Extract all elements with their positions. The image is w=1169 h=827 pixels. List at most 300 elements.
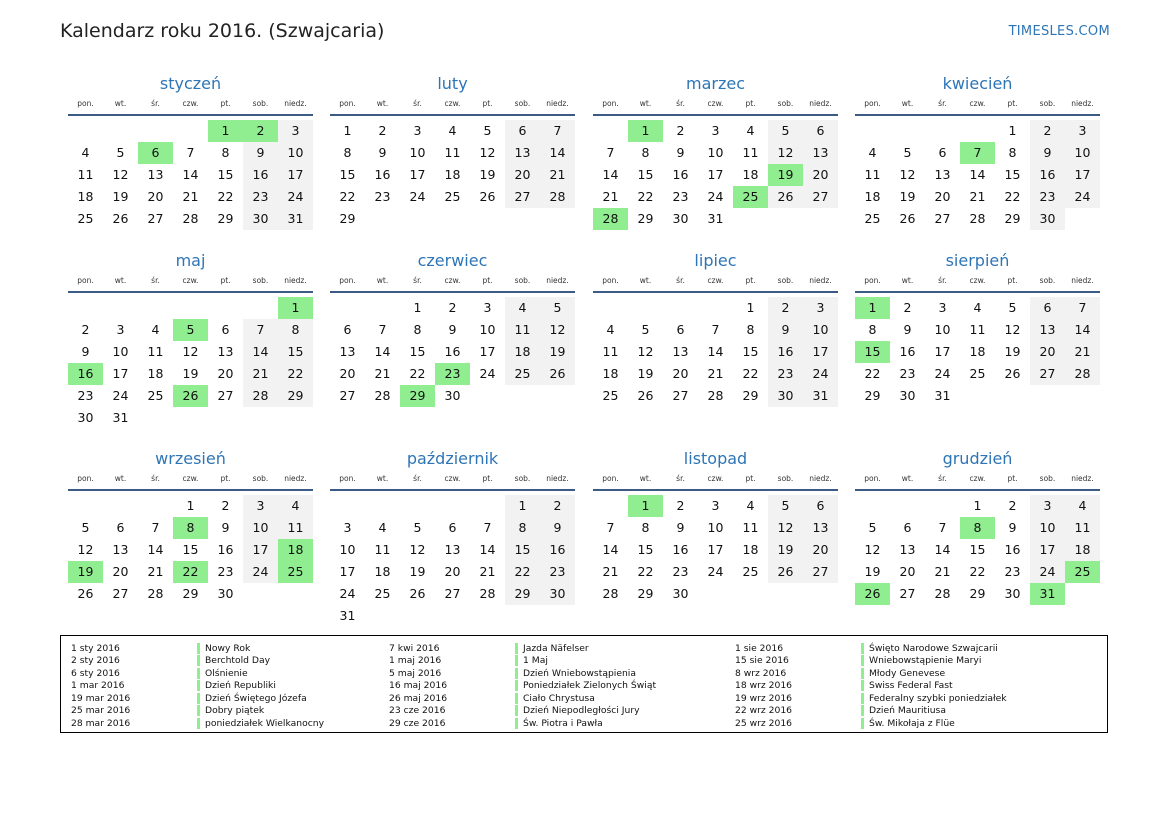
day-cell: 15: [217, 167, 234, 182]
day-cell: 23: [77, 388, 94, 403]
weekday-label: sob.: [514, 474, 531, 483]
day-cell: 18: [1065, 539, 1100, 561]
holiday-day-cell: 2: [243, 120, 278, 142]
holiday-day-cell: 19: [768, 164, 803, 186]
day-cell: 18: [602, 366, 619, 381]
weekday-label: śr.: [151, 99, 160, 108]
day-cell: 24: [707, 189, 724, 204]
day-cell: 19: [1004, 344, 1021, 359]
day-cell: 23: [217, 564, 234, 579]
day-cell: 19: [182, 366, 199, 381]
day-cell: 17: [112, 366, 129, 381]
holiday-row: [71, 642, 324, 655]
weekday-label: czw.: [444, 276, 461, 285]
day-cell: 11: [374, 542, 391, 557]
weekday-label: śr.: [413, 99, 422, 108]
weekday-label: czw.: [444, 99, 461, 108]
weekday-label: wt.: [901, 276, 914, 285]
day-cell: 15: [637, 542, 654, 557]
day-cell: 21: [540, 164, 575, 186]
holiday-name: Swiss Federal Fast: [869, 680, 953, 692]
day-cell: 20: [505, 164, 540, 186]
day-cell: 27: [112, 586, 129, 601]
holiday-marker: [861, 705, 864, 716]
holiday-name: 1 Maj: [523, 655, 548, 667]
day-cell: 13: [899, 542, 916, 557]
weekday-label: śr.: [151, 474, 160, 483]
holiday-day-cell: 1: [628, 495, 663, 517]
day-cell: 4: [378, 520, 387, 535]
day-cell: 19: [479, 167, 496, 182]
day-cell: 19: [540, 341, 575, 363]
day-cell: 19: [409, 564, 426, 579]
day-cell: 17: [1065, 164, 1100, 186]
weekday-header: [855, 98, 1100, 116]
weekday-label: wt.: [376, 474, 389, 483]
day-cell: 21: [1065, 341, 1100, 363]
day-cell: 24: [409, 189, 426, 204]
day-cell: 17: [803, 341, 838, 363]
weekday-label: sob.: [514, 99, 531, 108]
weekday-label: niedz.: [284, 276, 307, 285]
holiday-date: 23 cze 2016: [389, 705, 446, 717]
day-cell: 15: [278, 341, 313, 363]
day-cell: 26: [1004, 366, 1021, 381]
day-cell: 26: [409, 586, 426, 601]
holiday-date: 5 maj 2016: [389, 667, 442, 679]
day-cell: 29: [637, 211, 654, 226]
day-cell: 24: [112, 388, 129, 403]
day-cell: 2: [1030, 120, 1065, 142]
day-cell: 10: [1030, 517, 1065, 539]
month-name: styczeń: [159, 74, 222, 93]
weekday-label: śr.: [676, 276, 685, 285]
weekday-label: niedz.: [809, 474, 832, 483]
weekday-label: sob.: [1039, 99, 1056, 108]
holiday-marker: [861, 655, 864, 666]
month-name: luty: [437, 74, 468, 93]
holiday-day-cell: 1: [628, 120, 663, 142]
weekday-label: wt.: [639, 276, 652, 285]
weekday-label: sob.: [777, 474, 794, 483]
day-cell: 13: [147, 167, 164, 182]
day-cell: 14: [602, 542, 619, 557]
month-10: [330, 448, 575, 627]
day-cell: 28: [707, 388, 724, 403]
holiday-column-1: [71, 642, 324, 730]
holiday-row: [71, 667, 324, 680]
holiday-marker: [197, 705, 200, 716]
holiday-name: Nowy Rok: [205, 642, 251, 654]
day-cell: 14: [147, 542, 164, 557]
day-cell: 18: [742, 167, 759, 182]
weekday-header: [330, 473, 575, 491]
day-cell: 16: [672, 542, 689, 557]
day-cell: 7: [483, 520, 492, 535]
day-cell: 3: [711, 498, 720, 513]
day-cell: 10: [409, 145, 426, 160]
holiday-name: Berchtold Day: [205, 655, 271, 667]
day-cell: 30: [1030, 208, 1065, 230]
weekday-label: pon.: [602, 276, 619, 285]
holiday-day-cell: 31: [1030, 583, 1065, 605]
day-grid: [68, 495, 313, 605]
day-cell: 9: [221, 520, 230, 535]
weekday-header: [855, 473, 1100, 491]
holiday-marker: [515, 693, 518, 704]
day-cell: 11: [278, 517, 313, 539]
day-cell: 30: [1004, 586, 1021, 601]
day-cell: 22: [864, 366, 881, 381]
holiday-date: 28 mar 2016: [71, 717, 131, 729]
empty-cell: [243, 297, 278, 319]
holiday-name: Święto Narodowe Szwajcarii: [869, 642, 998, 654]
day-cell: 15: [742, 344, 759, 359]
day-cell: 21: [374, 366, 391, 381]
empty-cell: [593, 297, 628, 319]
month-name: lipiec: [694, 251, 737, 270]
weekday-label: wt.: [114, 99, 127, 108]
holiday-day-cell: 18: [278, 539, 313, 561]
month-name: czerwiec: [417, 251, 488, 270]
month-2: [330, 73, 575, 230]
day-cell: 20: [112, 564, 129, 579]
day-cell: 20: [147, 189, 164, 204]
day-cell: 10: [112, 344, 129, 359]
day-cell: 17: [479, 344, 496, 359]
weekday-label: czw.: [182, 474, 199, 483]
holiday-row: [389, 692, 656, 705]
day-cell: 13: [505, 142, 540, 164]
day-cell: 11: [864, 167, 881, 182]
day-cell: 24: [707, 564, 724, 579]
day-cell: 8: [641, 145, 650, 160]
day-cell: 8: [1008, 145, 1017, 160]
day-cell: 23: [672, 189, 689, 204]
day-cell: 27: [147, 211, 164, 226]
weekday-label: śr.: [676, 99, 685, 108]
day-cell: 13: [444, 542, 461, 557]
holiday-date: 26 maj 2016: [389, 692, 448, 704]
day-cell: 13: [217, 344, 234, 359]
holiday-row: [71, 680, 324, 693]
day-cell: 13: [803, 142, 838, 164]
day-cell: 14: [602, 167, 619, 182]
month-12: [855, 448, 1100, 605]
day-cell: 12: [182, 344, 199, 359]
day-cell: 12: [768, 517, 803, 539]
day-cell: 24: [803, 363, 838, 385]
empty-cell: [663, 297, 698, 319]
day-cell: 18: [742, 542, 759, 557]
holiday-name: Św. Mikołaja z Flüe: [869, 717, 955, 729]
day-cell: 1: [413, 300, 422, 315]
day-cell: 23: [1004, 564, 1021, 579]
day-cell: 15: [182, 542, 199, 557]
day-cell: 17: [243, 539, 278, 561]
day-cell: 14: [707, 344, 724, 359]
empty-cell: [593, 120, 628, 142]
empty-cell: [103, 120, 138, 142]
day-cell: 7: [186, 145, 195, 160]
day-cell: 21: [934, 564, 951, 579]
weekday-label: pon.: [77, 474, 94, 483]
day-cell: 2: [81, 322, 90, 337]
day-cell: 13: [339, 344, 356, 359]
weekday-label: pt.: [1007, 276, 1018, 285]
day-cell: 23: [899, 366, 916, 381]
day-cell: 10: [707, 520, 724, 535]
weekday-label: czw.: [444, 474, 461, 483]
weekday-label: niedz.: [1071, 276, 1094, 285]
day-cell: 30: [444, 388, 461, 403]
empty-cell: [208, 297, 243, 319]
day-cell: 15: [505, 539, 540, 561]
day-cell: 27: [672, 388, 689, 403]
day-cell: 5: [540, 297, 575, 319]
day-cell: 29: [278, 385, 313, 407]
day-cell: 8: [413, 322, 422, 337]
day-cell: 6: [505, 120, 540, 142]
weekday-label: czw.: [182, 276, 199, 285]
day-cell: 26: [77, 586, 94, 601]
day-cell: 24: [339, 586, 356, 601]
weekday-label: niedz.: [546, 474, 569, 483]
day-cell: 20: [803, 539, 838, 561]
day-cell: 4: [746, 498, 755, 513]
weekday-label: niedz.: [1071, 99, 1094, 108]
day-grid: [593, 495, 838, 605]
day-cell: 12: [112, 167, 129, 182]
day-cell: 3: [938, 300, 947, 315]
day-cell: 2: [540, 495, 575, 517]
brand-link[interactable]: TIMESLES.COM: [1008, 24, 1110, 39]
day-grid: [593, 297, 838, 407]
day-cell: 21: [147, 564, 164, 579]
holiday-marker: [515, 655, 518, 666]
day-cell: 3: [116, 322, 125, 337]
empty-cell: [330, 495, 365, 517]
day-cell: 20: [803, 164, 838, 186]
day-cell: 21: [243, 363, 278, 385]
day-cell: 17: [1030, 539, 1065, 561]
day-cell: 6: [803, 120, 838, 142]
day-cell: 2: [221, 498, 230, 513]
day-cell: 30: [899, 388, 916, 403]
month-name: grudzień: [942, 449, 1013, 468]
day-cell: 23: [1030, 186, 1065, 208]
weekday-label: śr.: [938, 276, 947, 285]
weekday-label: sob.: [252, 99, 269, 108]
holiday-day-cell: 26: [173, 385, 208, 407]
day-cell: 6: [221, 322, 230, 337]
weekday-label: czw.: [969, 99, 986, 108]
holiday-row: [71, 655, 324, 668]
month-name: październik: [406, 449, 499, 468]
weekday-label: pon.: [864, 276, 881, 285]
empty-cell: [365, 297, 400, 319]
day-cell: 22: [278, 363, 313, 385]
month-name: sierpień: [945, 251, 1010, 270]
weekday-label: śr.: [413, 276, 422, 285]
empty-cell: [925, 120, 960, 142]
day-cell: 17: [409, 167, 426, 182]
weekday-label: pon.: [602, 99, 619, 108]
weekday-label: czw.: [707, 99, 724, 108]
day-grid: [855, 120, 1100, 230]
holiday-row: [389, 642, 656, 655]
day-cell: 18: [969, 344, 986, 359]
holiday-name: Dobry piątek: [205, 705, 265, 717]
day-cell: 25: [969, 366, 986, 381]
day-cell: 21: [969, 189, 986, 204]
holiday-date: 8 wrz 2016: [735, 667, 787, 679]
day-cell: 7: [151, 520, 160, 535]
day-cell: 13: [1030, 319, 1065, 341]
day-cell: 22: [742, 366, 759, 381]
day-cell: 7: [606, 520, 615, 535]
day-cell: 27: [803, 561, 838, 583]
empty-cell: [470, 495, 505, 517]
holiday-marker: [197, 655, 200, 666]
holiday-name: Św. Piotra i Pawła: [523, 717, 603, 729]
day-cell: 28: [243, 385, 278, 407]
holiday-name: Olśnienie: [205, 667, 248, 679]
weekday-label: pon.: [77, 276, 94, 285]
empty-cell: [103, 495, 138, 517]
day-cell: 6: [903, 520, 912, 535]
day-cell: 27: [934, 211, 951, 226]
day-cell: 24: [1065, 186, 1100, 208]
empty-cell: [593, 495, 628, 517]
day-grid: [855, 297, 1100, 407]
day-cell: 29: [217, 211, 234, 226]
day-cell: 20: [672, 366, 689, 381]
weekday-label: pt.: [745, 474, 756, 483]
day-cell: 9: [243, 142, 278, 164]
day-cell: 22: [217, 189, 234, 204]
holiday-row: [389, 680, 656, 693]
day-cell: 19: [112, 189, 129, 204]
empty-cell: [925, 495, 960, 517]
day-cell: 12: [899, 167, 916, 182]
day-cell: 30: [243, 208, 278, 230]
weekday-label: sob.: [252, 474, 269, 483]
holiday-date: 1 mar 2016: [71, 680, 125, 692]
day-cell: 12: [637, 344, 654, 359]
weekday-header: [593, 98, 838, 116]
day-cell: 29: [182, 586, 199, 601]
holiday-date: 1 sie 2016: [735, 642, 784, 654]
weekday-label: czw.: [707, 276, 724, 285]
day-cell: 23: [540, 561, 575, 583]
holiday-day-cell: 19: [68, 561, 103, 583]
day-cell: 4: [868, 145, 877, 160]
empty-cell: [855, 120, 890, 142]
day-cell: 18: [505, 341, 540, 363]
day-cell: 29: [969, 586, 986, 601]
weekday-label: pt.: [482, 99, 493, 108]
day-cell: 1: [1008, 123, 1017, 138]
day-cell: 26: [112, 211, 129, 226]
day-cell: 18: [374, 564, 391, 579]
day-cell: 18: [147, 366, 164, 381]
month-name: wrzesień: [155, 449, 226, 468]
weekday-label: pon.: [602, 474, 619, 483]
day-cell: 18: [864, 189, 881, 204]
weekday-label: pon.: [77, 99, 94, 108]
day-cell: 5: [81, 520, 90, 535]
holiday-day-cell: 7: [960, 142, 995, 164]
holiday-row: [735, 705, 1007, 718]
holiday-marker: [197, 668, 200, 679]
weekday-header: [593, 473, 838, 491]
day-cell: 27: [899, 586, 916, 601]
holiday-name: Federalny szybki poniedziałek: [869, 692, 1007, 704]
day-cell: 28: [602, 586, 619, 601]
empty-cell: [138, 297, 173, 319]
holiday-date: 18 wrz 2016: [735, 680, 793, 692]
holiday-row: [71, 717, 324, 730]
day-cell: 25: [505, 363, 540, 385]
day-cell: 21: [602, 189, 619, 204]
day-cell: 30: [540, 583, 575, 605]
day-cell: 2: [378, 123, 387, 138]
day-cell: 29: [505, 583, 540, 605]
day-cell: 22: [637, 564, 654, 579]
day-cell: 24: [278, 186, 313, 208]
day-cell: 11: [1065, 517, 1100, 539]
day-cell: 12: [479, 145, 496, 160]
day-cell: 1: [973, 498, 982, 513]
holiday-day-cell: 1: [278, 297, 313, 319]
empty-cell: [960, 120, 995, 142]
day-cell: 6: [803, 495, 838, 517]
day-cell: 11: [505, 319, 540, 341]
weekday-label: pt.: [482, 474, 493, 483]
weekday-label: pon.: [864, 474, 881, 483]
day-cell: 25: [147, 388, 164, 403]
day-cell: 22: [505, 561, 540, 583]
day-cell: 3: [343, 520, 352, 535]
day-cell: 15: [1004, 167, 1021, 182]
weekday-label: śr.: [151, 276, 160, 285]
day-cell: 31: [278, 208, 313, 230]
day-cell: 21: [182, 189, 199, 204]
month-3: [593, 73, 838, 230]
weekday-label: pon.: [339, 276, 356, 285]
day-cell: 23: [374, 189, 391, 204]
day-cell: 15: [409, 344, 426, 359]
holiday-date: 1 maj 2016: [389, 655, 442, 667]
holiday-marker: [515, 718, 518, 729]
day-cell: 9: [540, 517, 575, 539]
holiday-marker: [515, 643, 518, 654]
day-cell: 9: [1030, 142, 1065, 164]
holiday-date: 7 kwi 2016: [389, 642, 440, 654]
day-cell: 4: [973, 300, 982, 315]
day-cell: 22: [339, 189, 356, 204]
weekday-label: czw.: [969, 276, 986, 285]
day-cell: 3: [1030, 495, 1065, 517]
holiday-marker: [861, 680, 864, 691]
day-cell: 1: [746, 300, 755, 315]
day-cell: 19: [768, 539, 803, 561]
day-cell: 27: [505, 186, 540, 208]
day-cell: 30: [217, 586, 234, 601]
empty-cell: [698, 297, 733, 319]
empty-cell: [173, 297, 208, 319]
